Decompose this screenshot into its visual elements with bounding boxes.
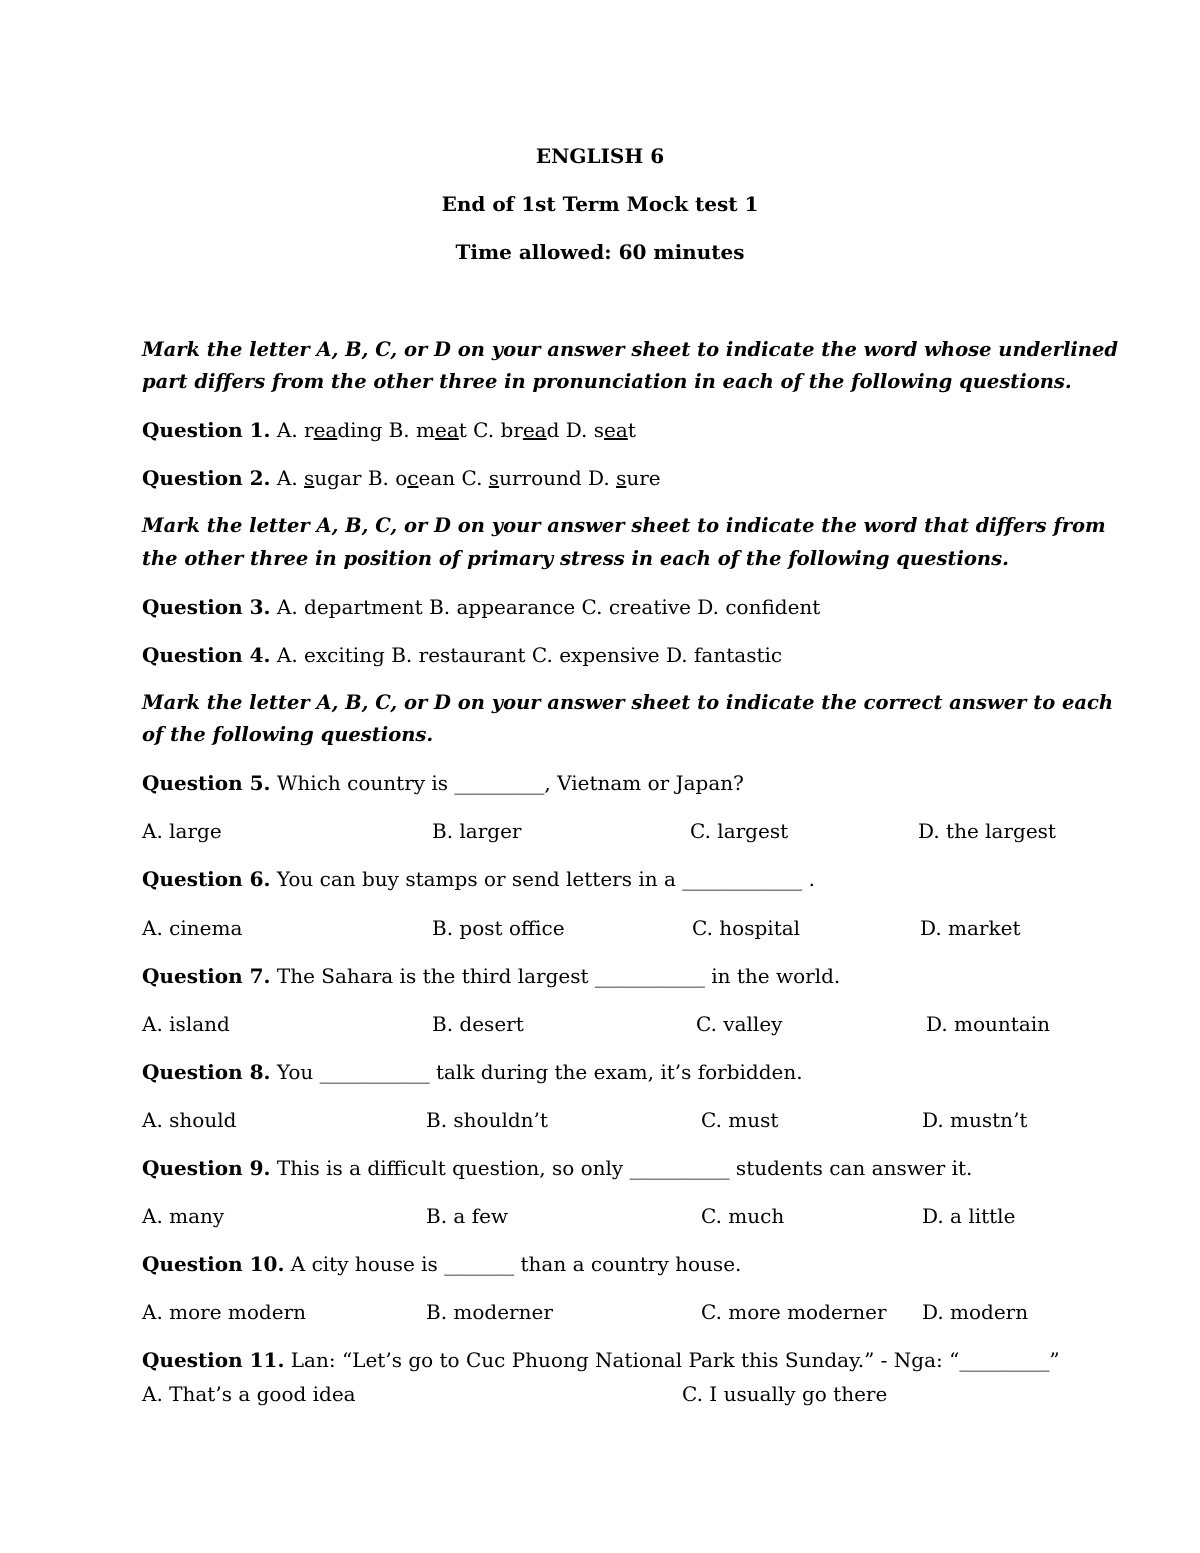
q2-underline-d: s [616, 466, 627, 490]
section1-instruction-line1: Mark the letter A, B, C, or D on your answer sheet to indicate the word whose underlined [142, 338, 1118, 361]
section2-instruction-line1: Mark the letter A, B, C, or D on your answer sheet to indicate the word that differs from [142, 514, 1106, 537]
q5-option-b: B. larger [432, 819, 522, 843]
question-text: A. department B. appearance C. creative D. confident [270, 595, 821, 619]
q10-option-d: D. modern [922, 1300, 1029, 1324]
question-label: Question 7. [142, 964, 271, 988]
q2-text: ean C. [418, 466, 489, 490]
q2-underline-c: s [488, 466, 500, 490]
question-text: You can buy stamps or send letters in a ____________ . [270, 867, 815, 891]
q5-option-d: D. the largest [918, 819, 1056, 843]
q5-option-c: C. largest [690, 819, 789, 843]
q10-option-c: C. more moderner [701, 1300, 887, 1324]
time-allowed: Time allowed: 60 minutes [455, 240, 745, 264]
q6-option-c: C. hospital [692, 916, 801, 940]
q2-text: urround D. [499, 466, 617, 490]
q10-option-a: A. more modern [142, 1300, 307, 1324]
question-6 [142, 865, 815, 893]
question-text: You ___________ talk during the exam, it’s forbidden. [270, 1060, 803, 1084]
q2-text: A. [270, 466, 305, 490]
question-3 [142, 593, 820, 621]
question-10 [142, 1250, 741, 1278]
q8-option-d: D. mustn’t [922, 1108, 1028, 1132]
question-label: Question 4. [142, 643, 271, 667]
q9-option-c: C. much [701, 1204, 785, 1228]
q9-option-b: B. a few [426, 1204, 509, 1228]
q6-option-b: B. post office [432, 916, 565, 940]
question-text: A city house is _______ than a country house. [284, 1252, 742, 1276]
question-2 [142, 464, 661, 492]
q1-text: d D. s [546, 418, 605, 442]
question-label: Question 11. [142, 1348, 285, 1372]
test-name: End of 1st Term Mock test 1 [441, 192, 759, 216]
question-label: Question 6. [142, 867, 271, 891]
q1-text: ding B. m [337, 418, 435, 442]
question-4 [142, 641, 782, 669]
q9-option-a: A. many [142, 1204, 225, 1228]
question-11 [142, 1346, 1060, 1374]
question-1 [142, 416, 636, 444]
q6-option-a: A. cinema [142, 916, 243, 940]
q11-option-a: A. That’s a good idea [142, 1382, 356, 1406]
q7-option-a: A. island [142, 1012, 230, 1036]
question-text: The Sahara is the third largest ___________ in the world. [270, 964, 841, 988]
section3-instruction-line1: Mark the letter A, B, C, or D on your answer sheet to indicate the correct answer to each [142, 691, 1114, 714]
question-text: Which country is _________, Vietnam or Japan? [270, 771, 744, 795]
q2-underline-a: s [304, 466, 315, 490]
q8-option-c: C. must [701, 1108, 779, 1132]
q8-option-b: B. shouldn’t [426, 1108, 548, 1132]
subject-title: ENGLISH 6 [535, 144, 665, 168]
q2-underline-b: c [407, 466, 419, 490]
section3-instruction-line2: of the following questions. [142, 723, 434, 746]
q1-underline-b: ea [434, 418, 459, 442]
q10-option-b: B. moderner [426, 1300, 553, 1324]
question-text: Lan: “Let’s go to Cuc Phuong National Park this Sunday.” - Nga: “_________” [284, 1348, 1060, 1372]
question-5 [142, 769, 744, 797]
q1-underline-d: ea [604, 418, 628, 442]
q1-text: t C. br [458, 418, 523, 442]
question-text: This is a difficult question, so only __________ students can answer it. [270, 1156, 973, 1180]
q2-text: ure [626, 466, 661, 490]
q1-underline-c: ea [522, 418, 547, 442]
question-8 [142, 1058, 803, 1086]
q5-option-a: A. large [142, 819, 222, 843]
q1-text: t [627, 418, 636, 442]
q6-option-d: D. market [920, 916, 1021, 940]
question-label: Question 1. [142, 418, 271, 442]
question-9 [142, 1154, 972, 1182]
section1-instruction-line2: part differs from the other three in pronunciation in each of the following questions. [142, 370, 1072, 393]
question-label: Question 9. [142, 1156, 271, 1180]
question-7 [142, 962, 840, 990]
q8-option-a: A. should [142, 1108, 237, 1132]
q2-text: ugar B. o [314, 466, 408, 490]
q7-option-b: B. desert [432, 1012, 524, 1036]
question-label: Question 2. [142, 466, 271, 490]
section2-instruction-line2: the other three in position of primary stress in each of the following questions. [142, 547, 1009, 570]
q7-option-c: C. valley [696, 1012, 783, 1036]
question-label: Question 8. [142, 1060, 271, 1084]
question-text: A. exciting B. restaurant C. expensive D. fantastic [270, 643, 783, 667]
question-label: Question 5. [142, 771, 271, 795]
question-label: Question 10. [142, 1252, 285, 1276]
q7-option-d: D. mountain [926, 1012, 1051, 1036]
q11-option-c: C. I usually go there [682, 1382, 888, 1406]
question-label: Question 3. [142, 595, 271, 619]
q1-text: A. r [270, 418, 314, 442]
q9-option-d: D. a little [922, 1204, 1016, 1228]
q1-underline-a: ea [313, 418, 338, 442]
